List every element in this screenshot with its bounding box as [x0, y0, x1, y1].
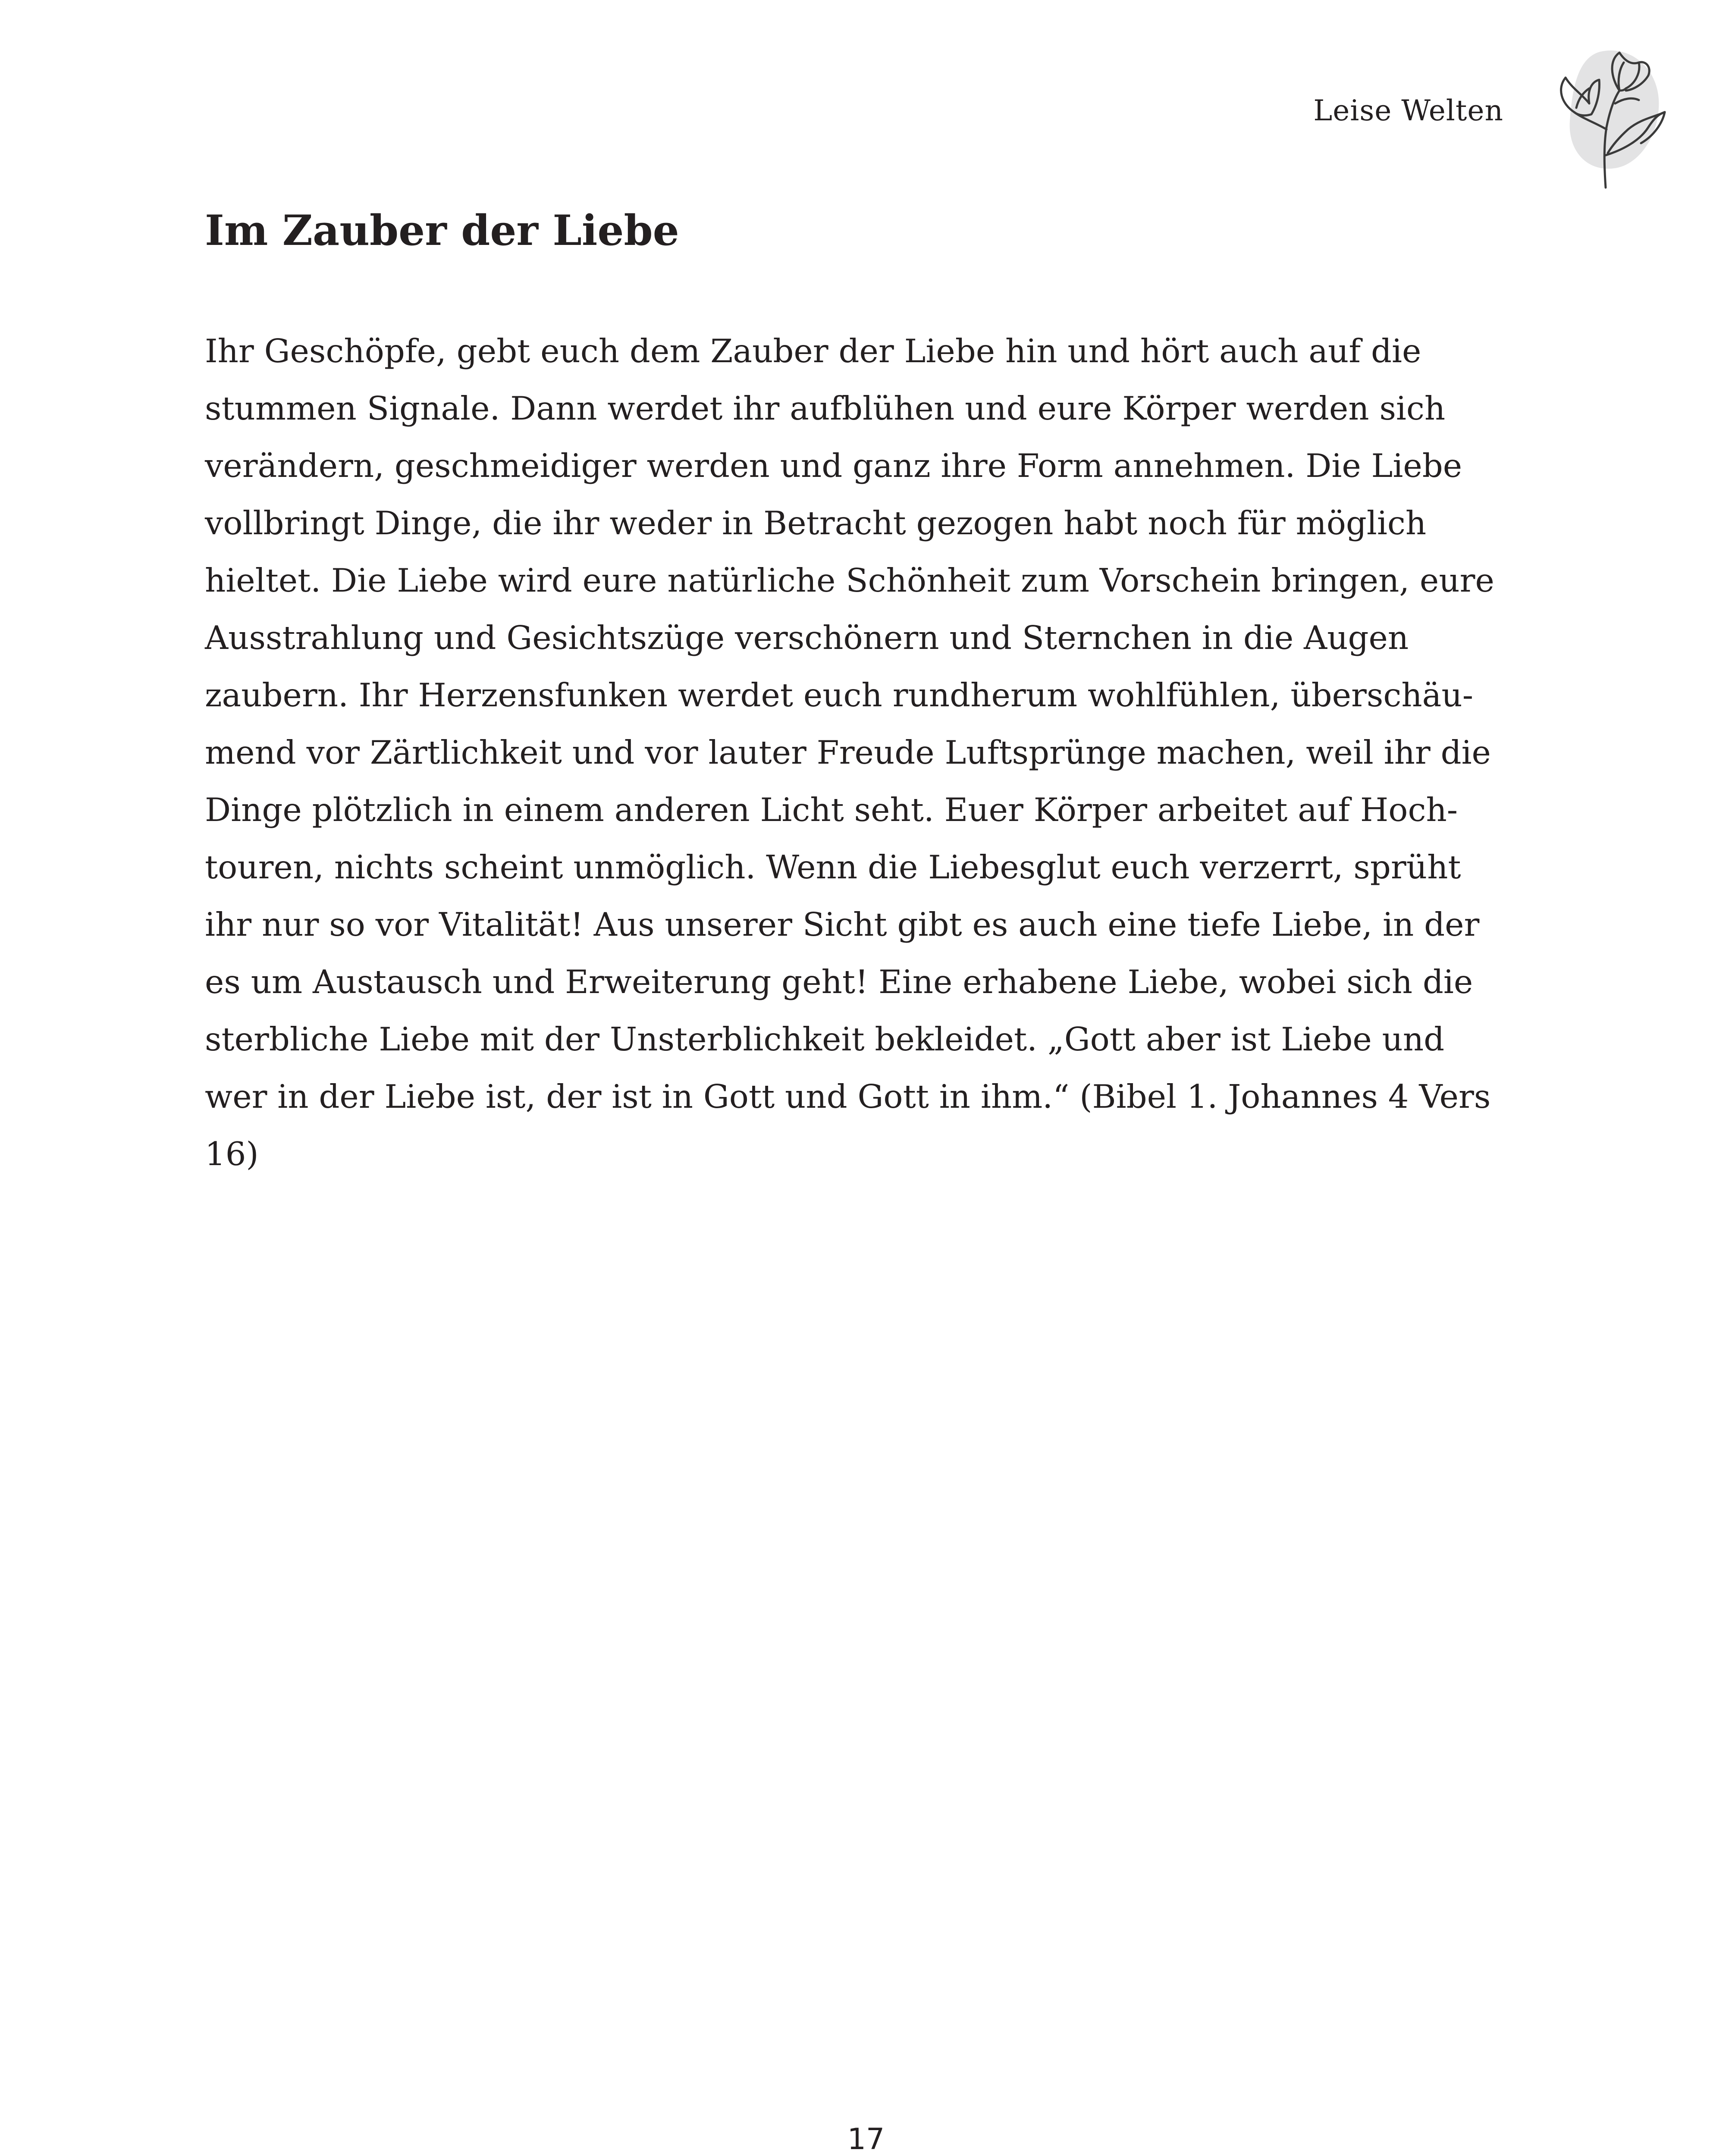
- chapter-title: Im Zauber der Liebe: [205, 206, 679, 255]
- text-line: ihr nur so vor Vitalität! Aus unserer Sicht gibt es auch eine tiefe Liebe, in der: [205, 906, 1480, 943]
- page-number: 17: [847, 2122, 885, 2156]
- flower-icon: [1535, 43, 1691, 198]
- text-line: 16): [205, 1135, 259, 1173]
- text-line: mend vor Zärtlichkeit und vor lauter Freude Luftsprünge machen, weil ihr die: [205, 733, 1491, 771]
- text-line: stummen Signale. Dann werdet ihr aufblühen und eure Körper werden sich: [205, 389, 1446, 427]
- text-line: Dinge plötzlich in einem anderen Licht seht. Euer Körper arbeitet auf Hoch-: [205, 791, 1458, 829]
- text-line: verändern, geschmeidiger werden und ganz ihre Form annehmen. Die Liebe: [205, 447, 1462, 485]
- text-line: es um Austausch und Erweiterung geht! Eine erhabene Liebe, wobei sich die: [205, 963, 1473, 1001]
- text-line: touren, nichts scheint unmöglich. Wenn die Liebesglut euch verzerrt, sprüht: [205, 848, 1461, 886]
- body-paragraph: [205, 323, 1542, 1183]
- text-line: Ausstrahlung und Gesichtszüge verschönern und Sternchen in die Augen: [205, 619, 1409, 657]
- text-line: vollbringt Dinge, die ihr weder in Betracht gezogen habt noch für möglich: [205, 504, 1427, 542]
- text-line: zaubern. Ihr Herzensfunken werdet euch rundherum wohlfühlen, überschäu-: [205, 676, 1474, 714]
- text-line: wer in der Liebe ist, der ist in Gott und Gott in ihm.“ (Bibel 1. Johannes 4 Vers: [205, 1078, 1491, 1116]
- text-line: hieltet. Die Liebe wird eure natürliche Schönheit zum Vorschein bringen, eure: [205, 561, 1494, 599]
- text-line: sterbliche Liebe mit der Unsterblichkeit bekleidet. „Gott aber ist Liebe und: [205, 1020, 1445, 1058]
- text-line: Ihr Geschöpfe, gebt euch dem Zauber der Liebe hin und hört auch auf die: [205, 332, 1421, 370]
- running-header: Leise Welten: [1313, 94, 1503, 127]
